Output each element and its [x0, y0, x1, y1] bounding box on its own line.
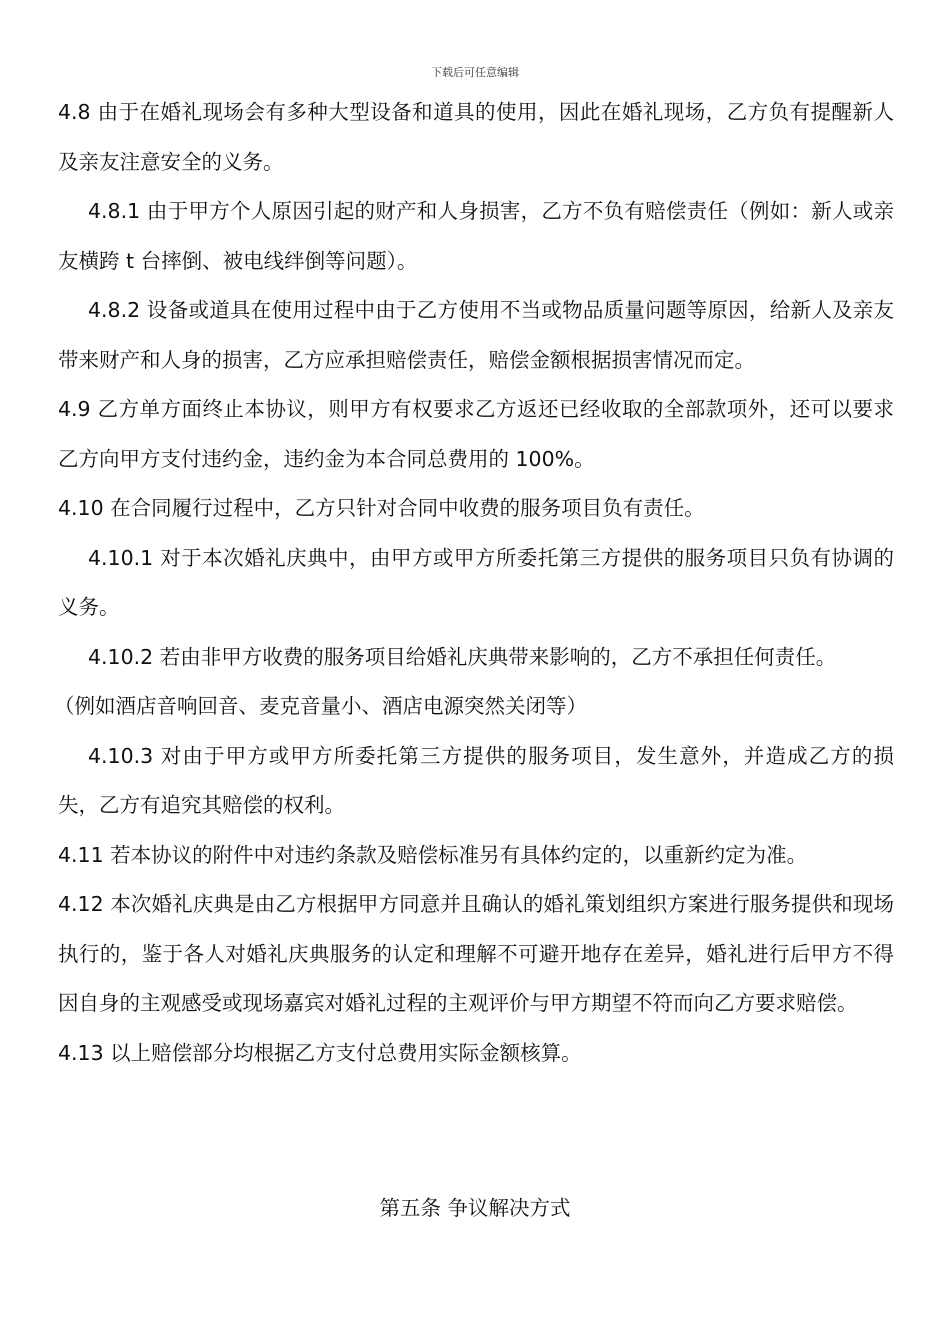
clause-4-11: 4.11 若本协议的附件中对违约条款及赔偿标准另有具体约定的，以重新约定为准。 — [58, 842, 808, 867]
clause-4-10-2-note: （例如酒店音响回音、麦克音量小、酒店电源突然关闭等） — [54, 694, 587, 718]
document-body — [54, 88, 894, 1078]
clause-4-12: 4.12 本次婚礼庆典是由乙方根据甲方同意并且确认的婚礼策划组织方案进行服务提供和现场执行的，鉴于各人对婚礼庆典服务的认定和理解不可避开地存在差异，婚礼进行后甲方不得因自身的主观感受或现场嘉宾对婚礼过程的主观评价与甲方期望不符而向乙方要求赔偿。 — [58, 892, 894, 1015]
clause-4-8-1: 4.8.1 由于甲方个人原因引起的财产和人身损害，乙方不负有赔偿责任（例如：新人或亲友横跨 t 台摔倒、被电线绊倒等问题）。 — [58, 199, 894, 273]
section-title: 第五条 争议解决方式 — [379, 1196, 571, 1220]
clause-4-10: 4.10 在合同履行过程中，乙方只针对合同中收费的服务项目负有责任。 — [58, 496, 705, 520]
header-note: 下载后可任意编辑 — [431, 66, 519, 79]
clause-4-13: 4.13 以上赔偿部分均根据乙方支付总费用实际金额核算。 — [58, 1040, 582, 1065]
clause-4-9: 4.9 乙方单方面终止本协议，则甲方有权要求乙方返还已经收取的全部款项外，还可以要求乙方向甲方支付违约金，违约金为本合同总费用的 100%。 — [58, 397, 894, 471]
clause-4-10-3: 4.10.3 对由于甲方或甲方所委托第三方提供的服务项目，发生意外，并造成乙方的损失，乙方有追究其赔偿的权利。 — [58, 743, 894, 817]
clause-4-8-2: 4.8.2 设备或道具在使用过程中由于乙方使用不当或物品质量问题等原因，给新人及亲友带来财产和人身的损害，乙方应承担赔偿责任，赔偿金额根据损害情况而定。 — [58, 298, 894, 372]
clause-4-8: 4.8 由于在婚礼现场会有多种大型设备和道具的使用，因此在婚礼现场，乙方负有提醒新人及亲友注意安全的义务。 — [58, 100, 894, 174]
clause-4-10-1: 4.10.1 对于本次婚礼庆典中，由甲方或甲方所委托第三方提供的服务项目只负有协调的义务。 — [58, 545, 894, 619]
clause-4-10-2: 4.10.2 若由非甲方收费的服务项目给婚礼庆典带来影响的，乙方不承担任何责任。 — [88, 644, 837, 669]
